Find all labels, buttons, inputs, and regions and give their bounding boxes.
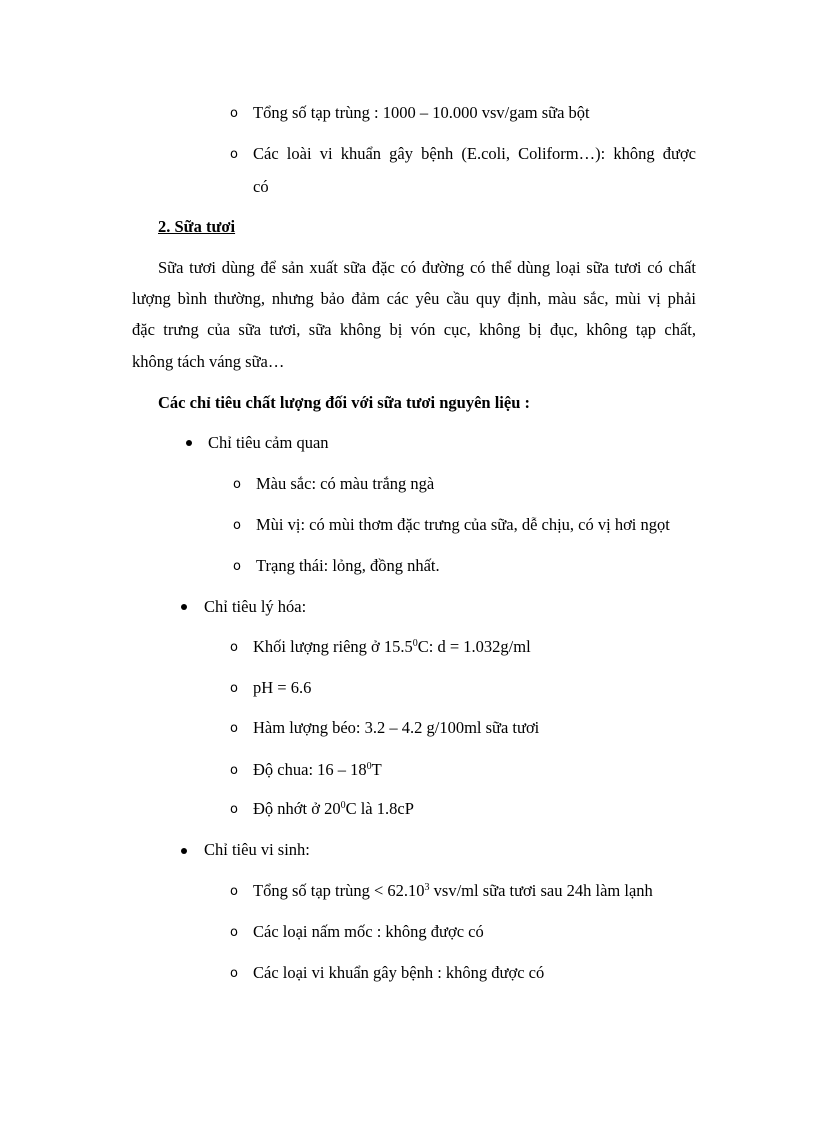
paragraph-line: không tách váng sữa… — [132, 352, 285, 371]
paragraph-line: đặc trưng của sữa tươi, sữa không bị vón cục, không bị đục, không tạp chất, — [132, 320, 696, 339]
circle-bullet-icon: o — [230, 147, 238, 162]
section-heading: 2. Sữa tươi — [158, 217, 236, 236]
list-item: Màu sắc: có màu trắng ngà — [256, 474, 435, 493]
list-item: Hàm lượng béo: 3.2 – 4.2 g/100ml sữa tươi — [253, 718, 540, 737]
paragraph-line: lượng bình thường, nhưng bảo đảm các yêu cầu quy định, màu sắc, mùi vị phải — [132, 289, 696, 308]
circle-bullet-icon: o — [233, 477, 241, 492]
circle-bullet-icon: o — [230, 640, 238, 655]
list-item: Khối lượng riêng ở 15.5$^0$C: d = 1.032g/ml — [253, 637, 531, 656]
list-item: Độ chua: $16 - 18^0T$ — [253, 760, 382, 779]
list-item: Tổng số tạp trùng < $62.10^3$ vsv/ml sữa tươi sau 24h làm lạnh — [253, 881, 653, 900]
circle-bullet-icon: o — [230, 106, 238, 121]
circle-bullet-icon: o — [233, 559, 241, 574]
list-item: Các loại vi khuẩn gây bệnh : không được có — [253, 963, 545, 982]
group-title: Chỉ tiêu vi sinh: — [204, 840, 310, 859]
group-title: Chỉ tiêu lý hóa: — [204, 597, 307, 616]
circle-bullet-icon: o — [230, 763, 238, 778]
circle-bullet-icon: o — [230, 681, 238, 696]
filled-bullet-icon — [186, 440, 192, 446]
list-item: Độ nhớt ở $20^0C$ là 1.8cP — [253, 799, 414, 818]
list-item: Trạng thái: lỏng, đồng nhất. — [256, 556, 440, 575]
circle-bullet-icon: o — [230, 925, 238, 940]
list-item-continuation: có — [253, 177, 269, 196]
circle-bullet-icon: o — [230, 802, 238, 817]
filled-bullet-icon — [181, 604, 187, 610]
list-item: Các loài vi khuẩn gây bệnh (E.coli, Coliform…): không được — [253, 144, 696, 163]
filled-bullet-icon — [181, 848, 187, 854]
group-title: Chỉ tiêu cảm quan — [208, 433, 329, 452]
circle-bullet-icon: o — [230, 884, 238, 899]
list-item: Tổng số tạp trùng : 1000 – 10.000 vsv/gam sữa bột — [253, 103, 590, 122]
list-item: Mùi vị: có mùi thơm đặc trưng của sữa, dễ chịu, có vị hơi ngọt — [256, 515, 670, 534]
list-item: Các loại nấm mốc : không được có — [253, 922, 484, 941]
circle-bullet-icon: o — [230, 721, 238, 736]
criteria-heading: Các chỉ tiêu chất lượng đối với sữa tươi nguyên liệu : — [158, 393, 531, 412]
circle-bullet-icon: o — [230, 966, 238, 981]
circle-bullet-icon: o — [233, 518, 241, 533]
list-item: pH = 6.6 — [253, 678, 312, 697]
paragraph-line: Sữa tươi dùng để sản xuất sữa đặc có đường có thể dùng loại sữa tươi có chất — [158, 258, 696, 277]
